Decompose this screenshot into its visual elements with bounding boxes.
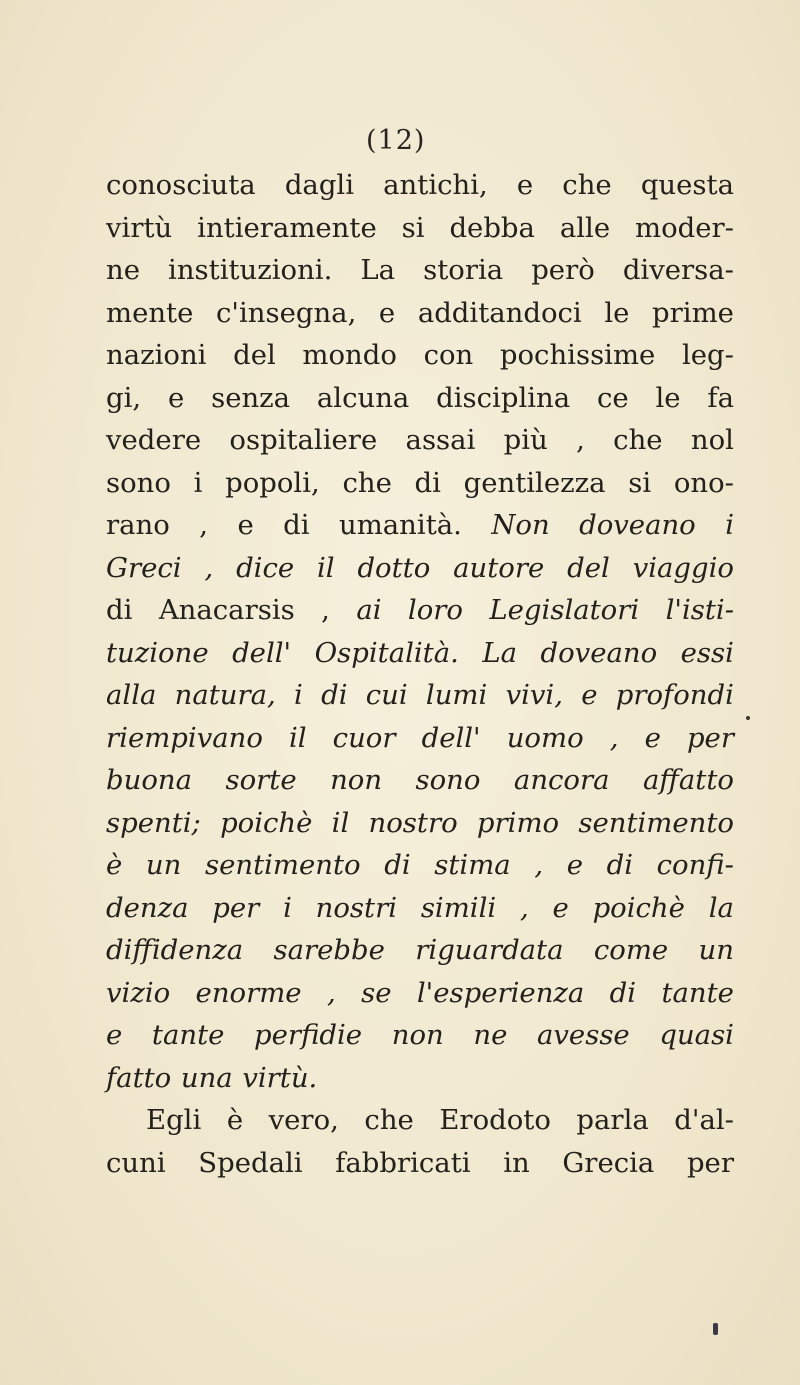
text-line (106, 292, 734, 335)
word: senza (211, 381, 291, 414)
word: autore (453, 551, 545, 584)
word: buona (106, 764, 192, 796)
word: loro (407, 594, 463, 626)
text-line (106, 844, 734, 887)
word: virtù (106, 211, 173, 244)
word: Egli (146, 1104, 202, 1136)
word: e (378, 296, 396, 329)
word: Erodoto (439, 1104, 551, 1136)
word: gentilezza (463, 466, 606, 499)
word: lumi (425, 679, 488, 711)
page-number: (12) (366, 125, 426, 156)
word: del (567, 551, 610, 584)
word: antichi, (383, 169, 488, 201)
word: per (686, 721, 734, 754)
word: un (145, 849, 182, 881)
word: per (686, 1146, 734, 1179)
text-line (106, 334, 734, 377)
word: poichè (220, 806, 313, 839)
word: diversa- (622, 254, 734, 286)
word: viaggio (632, 551, 734, 584)
word: , (534, 849, 544, 881)
text-line (106, 717, 734, 760)
text-line (106, 759, 734, 802)
word: perfidie (254, 1019, 363, 1051)
word: Non (491, 509, 550, 541)
word: del (233, 339, 276, 371)
word: cui (365, 679, 408, 711)
word: , (576, 424, 585, 456)
text-line (106, 207, 734, 250)
word: e (106, 1019, 123, 1051)
word: alcuna (316, 381, 410, 414)
word: e (581, 679, 598, 711)
word: moder- (635, 211, 734, 244)
word: ne (106, 254, 140, 286)
word: i (294, 679, 303, 711)
word: che (364, 1104, 414, 1136)
word: uomo (506, 721, 584, 754)
word: alla (106, 679, 157, 711)
ink-spot (746, 716, 750, 720)
word: riempivano (106, 721, 263, 754)
word: che (613, 424, 663, 456)
word: i (283, 891, 292, 924)
word: mondo (302, 339, 397, 371)
word: tante (151, 1019, 225, 1051)
word: sarebbe (273, 934, 385, 966)
word: essi (680, 636, 734, 669)
word: ai (356, 594, 382, 626)
word: dice (236, 551, 295, 584)
word: gi, (106, 381, 142, 414)
word: mente (106, 296, 194, 329)
word: dotto (357, 551, 431, 584)
word: sorte (225, 764, 297, 796)
word: Anacarsis (158, 594, 295, 626)
word: Spedali (198, 1146, 303, 1179)
word: nostro (368, 806, 458, 839)
word: nostri (315, 891, 398, 924)
word: tante (661, 976, 734, 1009)
word: umanità. (339, 509, 462, 541)
word: per (212, 891, 260, 924)
word: però (531, 254, 595, 286)
word: , (609, 721, 619, 754)
word: questa (640, 169, 734, 201)
word: vizio (106, 976, 171, 1009)
word: riguardata (415, 934, 564, 966)
word: poichè (592, 891, 685, 924)
word: dell' (421, 721, 481, 754)
word: additandoci (417, 296, 582, 329)
word: avesse (537, 1019, 630, 1051)
word: di (606, 849, 633, 881)
word: virtù. (242, 1061, 318, 1094)
word: di (609, 976, 637, 1009)
word: fatto (106, 1061, 172, 1094)
word: Greci (106, 551, 182, 584)
word: si (628, 466, 652, 499)
word: cuni (106, 1146, 166, 1179)
word: un (698, 934, 734, 966)
text-line (106, 547, 734, 590)
word: assai (405, 424, 476, 456)
word: nazioni (106, 339, 207, 371)
word: , (519, 891, 529, 924)
body-text (106, 164, 734, 1184)
word: primo (476, 806, 560, 839)
word: i (725, 509, 734, 541)
word: più (503, 424, 548, 456)
word: doveano (540, 636, 658, 669)
word: e (167, 381, 185, 414)
word: le (604, 296, 630, 329)
word: disciplina (436, 381, 571, 414)
word: ospitaliere (229, 424, 378, 456)
word: il (331, 806, 350, 839)
word: affatto (643, 764, 734, 796)
word: l'esperienza (416, 976, 585, 1009)
word: stima (434, 849, 511, 881)
word: nol (690, 424, 734, 456)
word: sentimento (204, 849, 361, 881)
word: dagli (284, 169, 355, 201)
word: ono- (673, 466, 734, 499)
text-line (106, 377, 734, 420)
word: la (708, 891, 734, 924)
word: profondi (615, 679, 734, 711)
word: denza (106, 891, 189, 924)
text-line (106, 1014, 734, 1057)
word: sono (106, 466, 171, 499)
word: rano (106, 509, 170, 541)
word: che (342, 466, 392, 499)
word: le (655, 381, 681, 414)
word: ce (596, 381, 629, 414)
word: i (193, 466, 203, 499)
word: con (423, 339, 474, 371)
word: che (562, 169, 612, 201)
text-line (106, 887, 734, 930)
word: pochissime (499, 339, 656, 371)
word: popoli, (225, 466, 320, 499)
word: prime (652, 296, 734, 329)
word: confi- (656, 849, 734, 881)
word: in (503, 1146, 530, 1179)
word: non (391, 1019, 444, 1051)
word: cuor (332, 721, 396, 754)
word: La (360, 254, 396, 286)
text-line (106, 1099, 734, 1142)
word: ne (473, 1019, 508, 1051)
text-line (106, 674, 734, 717)
word: sono (415, 764, 481, 796)
word: spenti; (106, 806, 201, 839)
word: è (106, 849, 123, 881)
word: storia (423, 254, 504, 286)
word: parla (576, 1104, 649, 1136)
text-line (106, 589, 734, 632)
text-line (106, 462, 734, 505)
word: è (226, 1104, 244, 1136)
word: , (321, 594, 330, 626)
word: e (237, 509, 254, 541)
word: tuzione (106, 636, 209, 669)
word: e (644, 721, 661, 754)
word: sentimento (578, 806, 734, 839)
text-line (106, 249, 734, 292)
word: dell' (232, 636, 292, 669)
word: vedere (106, 424, 202, 456)
word: , (326, 976, 336, 1009)
word: non (330, 764, 383, 796)
text-line (106, 802, 734, 845)
word: di (321, 679, 348, 711)
word: leg- (681, 339, 734, 371)
word: fa (707, 381, 734, 414)
word: , (199, 509, 208, 541)
word: e (552, 891, 569, 924)
word: fabbricati (335, 1146, 471, 1179)
ink-mark (713, 1323, 718, 1335)
word: e (516, 169, 534, 201)
word: La (482, 636, 518, 669)
text-line (106, 972, 734, 1015)
text-line (106, 929, 734, 972)
text-line (106, 504, 734, 547)
text-line (106, 164, 734, 207)
text-line (106, 419, 734, 462)
word: natura, (174, 679, 276, 711)
text-line (106, 632, 734, 675)
word: se (361, 976, 392, 1009)
word: come (593, 934, 669, 966)
word: diffidenza (106, 934, 244, 966)
word: quasi (659, 1019, 734, 1051)
word: una (180, 1061, 233, 1094)
text-line (106, 1057, 734, 1100)
text-line (106, 1142, 734, 1185)
word: ancora (513, 764, 610, 796)
word: enorme (195, 976, 302, 1009)
word: si (401, 211, 425, 244)
word: c'insegna, (216, 296, 357, 329)
word: d'al- (674, 1104, 734, 1136)
word: Legislatori (489, 594, 640, 626)
word: instituzioni. (168, 254, 333, 286)
word: intieramente (197, 211, 377, 244)
word: doveano (579, 509, 696, 541)
word: Ospitalità. (314, 636, 459, 669)
word: vero, (268, 1104, 339, 1136)
word: alle (559, 211, 611, 244)
word: e (566, 849, 583, 881)
word: , (204, 551, 214, 584)
word: di (106, 594, 133, 626)
word: simili (420, 891, 497, 924)
word: il (288, 721, 307, 754)
word: Grecia (562, 1146, 655, 1179)
word: il (317, 551, 335, 584)
word: di (384, 849, 411, 881)
word: vivi, (505, 679, 563, 711)
word: debba (449, 211, 535, 244)
word: di (414, 466, 441, 499)
word: conosciuta (106, 169, 256, 201)
word: di (283, 509, 310, 541)
word: l'isti- (665, 594, 734, 626)
